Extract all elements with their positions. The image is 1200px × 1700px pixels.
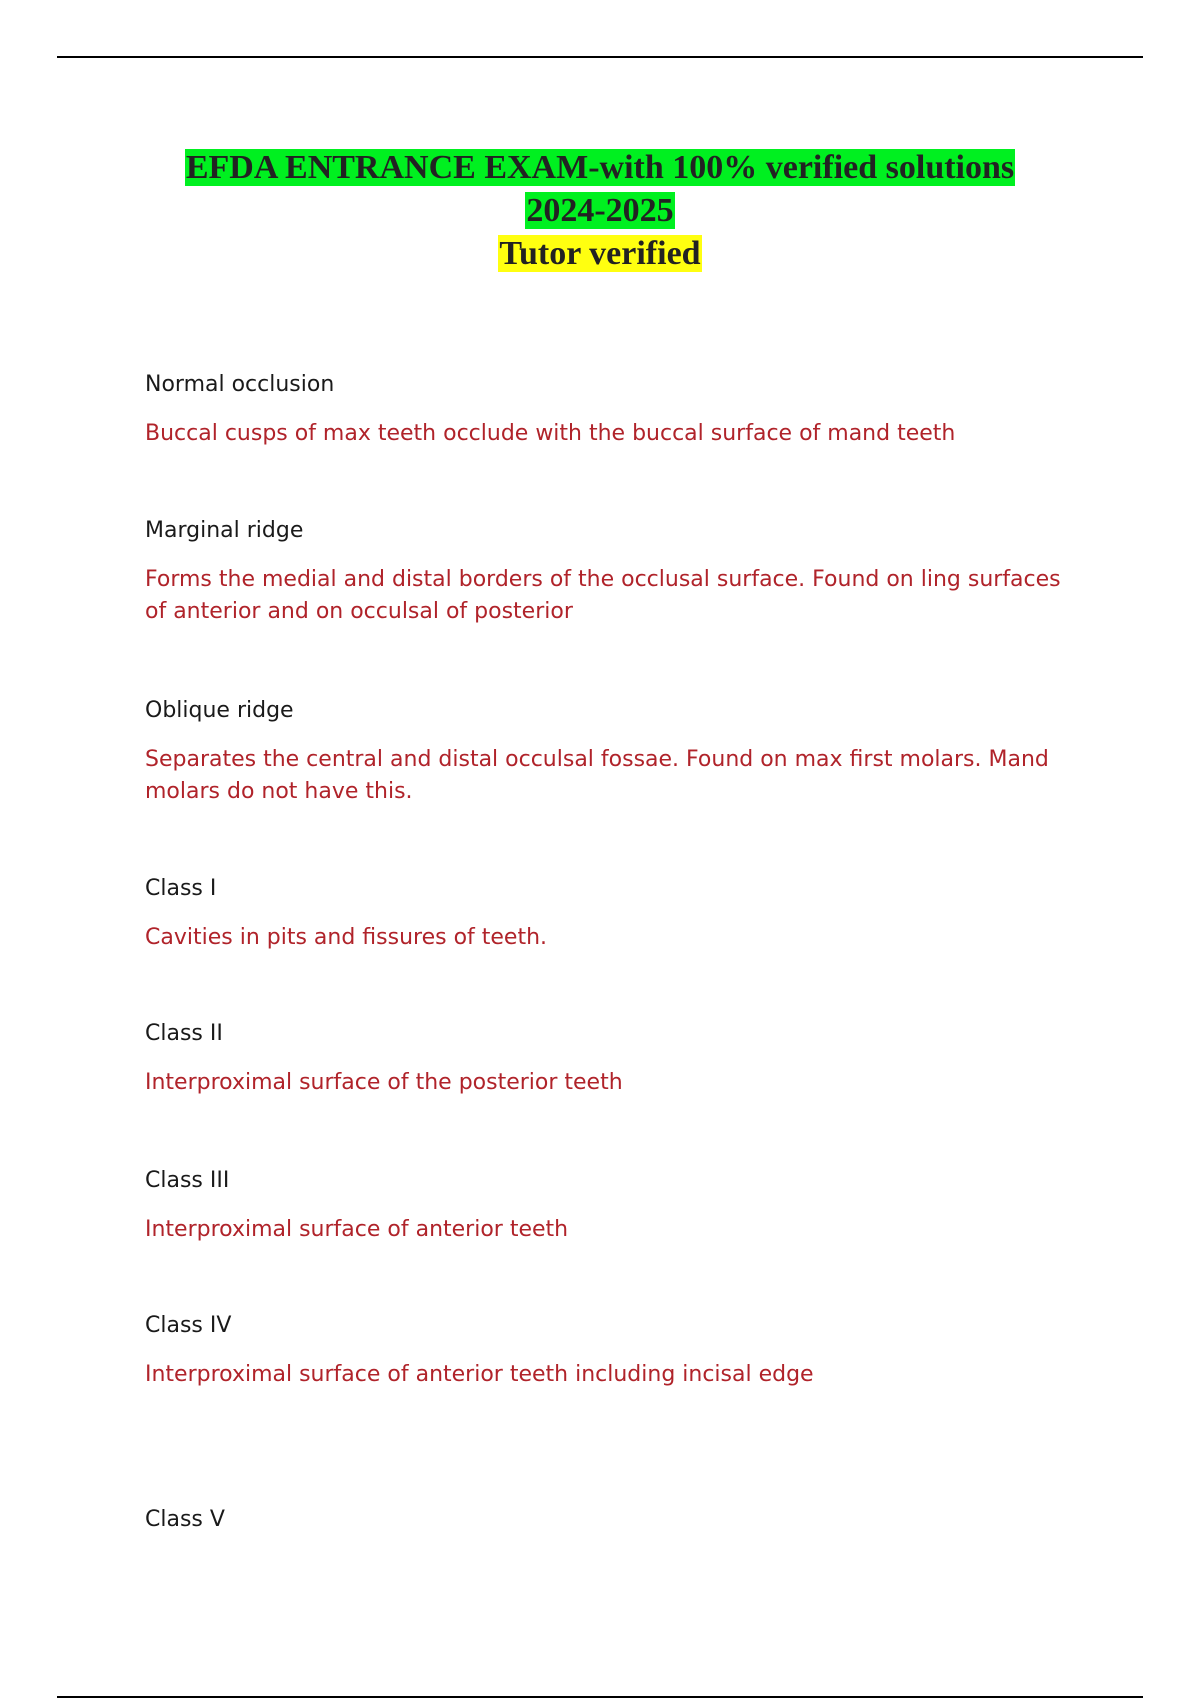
document-subtitle: Tutor verified xyxy=(499,235,701,272)
card-definition: Buccal cusps of max teeth occlude with the buccal surface of mand teeth xyxy=(145,421,956,446)
top-rule xyxy=(57,56,1143,58)
card-term: Marginal ridge xyxy=(145,518,304,543)
flashcard xyxy=(145,1507,1065,1553)
card-term: Class II xyxy=(145,1021,223,1046)
card-term: Oblique ridge xyxy=(145,698,294,723)
card-definition: Separates the central and distal occulsal fossae. Found on max first molars. Mand molars do not have this. xyxy=(145,747,1049,804)
flashcard xyxy=(145,876,1065,954)
card-term: Class V xyxy=(145,1507,225,1532)
card-definition: Interproximal surface of the posterior teeth xyxy=(145,1070,623,1095)
flashcard xyxy=(145,1313,1065,1391)
flashcard xyxy=(145,1021,1065,1099)
card-term: Class I xyxy=(145,876,217,901)
document-title-block xyxy=(0,146,1200,275)
document-title-line-1: EFDA ENTRANCE EXAM-with 100% verified solutions xyxy=(185,149,1015,186)
card-definition: Interproximal surface of anterior teeth including incisal edge xyxy=(145,1362,814,1387)
bottom-rule xyxy=(57,1696,1143,1698)
flashcard xyxy=(145,518,1065,628)
card-definition: Forms the medial and distal borders of the occlusal surface. Found on ling surfaces of anterior and on occulsal of posterior xyxy=(145,567,1061,624)
card-term: Class IV xyxy=(145,1313,232,1338)
flashcard xyxy=(145,372,1065,450)
card-term: Class III xyxy=(145,1168,230,1193)
flashcard xyxy=(145,1168,1065,1246)
card-definition: Cavities in pits and fissures of teeth. xyxy=(145,925,548,950)
document-title-line-2: 2024-2025 xyxy=(526,192,674,229)
card-definition: Interproximal surface of anterior teeth xyxy=(145,1217,569,1242)
card-term: Normal occlusion xyxy=(145,372,335,397)
flashcard xyxy=(145,698,1065,808)
